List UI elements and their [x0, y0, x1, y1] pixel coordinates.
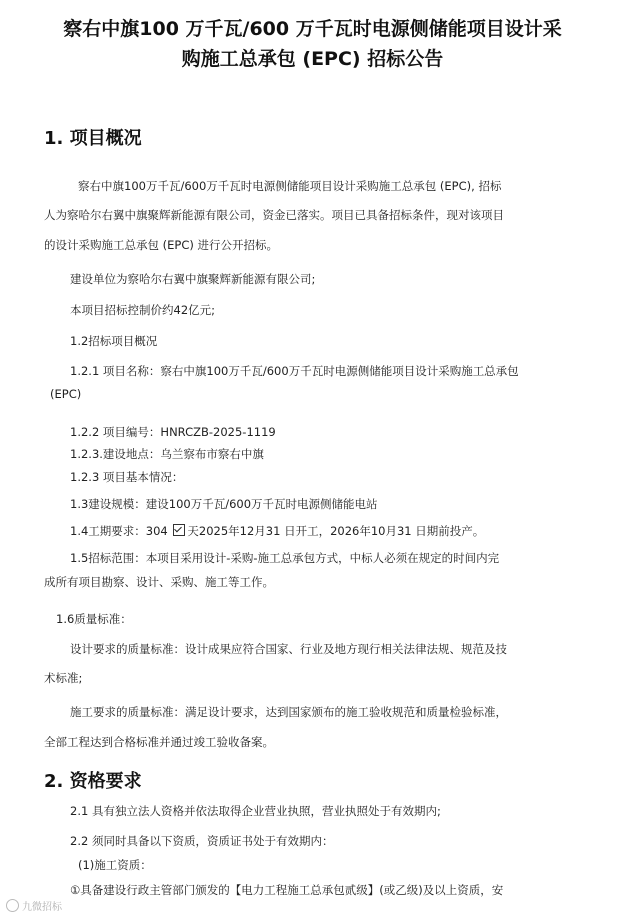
item-1-2-1-line-1: 1.2.1 项目名称：察右中旗100万千瓦/600万千瓦时电源侧储能项目设计采购施工总承包 [70, 364, 519, 378]
title-line-1: 察右中旗100 万千瓦/600 万千瓦时电源侧储能项目设计采 [63, 18, 562, 40]
item-1-2-1-line-2: (EPC) [50, 387, 82, 401]
checkbox-icon [173, 524, 185, 536]
item-1-4-before: 1.4工期要求：304 [70, 524, 172, 538]
item-1-5-line-2: 成所有项目勘察、设计、采购、施工等工作。 [44, 575, 274, 589]
price-cap: 本项目招标控制价约42亿元; [70, 303, 216, 317]
item-2-2-1-a: ①具备建设行政主管部门颁发的【电力工程施工总承包贰级】(或乙级)及以上资质，安 [70, 883, 504, 897]
item-1-2-2: 1.2.2 项目编号：HNRCZB-2025-1119 [70, 425, 276, 439]
item-1-4 [70, 523, 484, 539]
title-line-2: 购施工总承包 (EPC) 招标公告 [181, 48, 444, 70]
item-1-2-3-location: 1.2.3.建设地点：乌兰察布市察右中旗 [70, 447, 264, 461]
item-1-4-after: 天2025年12月31 日开工，2026年10月31 日期前投产。 [187, 524, 485, 538]
watermark-logo-icon [6, 899, 19, 912]
subheading-1-2: 1.2招标项目概况 [70, 334, 158, 348]
document-title [20, 14, 605, 74]
construction-quality-line-1: 施工要求的质量标准：满足设计要求，达到国家颁布的施工验收规范和质量检验标准， [70, 705, 507, 719]
item-1-6: 1.6质量标准： [56, 612, 132, 626]
item-1-2-3-basic: 1.2.3 项目基本情况： [70, 470, 184, 484]
item-2-2-1: (1)施工资质： [78, 858, 152, 872]
intro-line-3: 的设计采购施工总承包 (EPC) 进行公开招标。 [44, 238, 279, 252]
item-2-1: 2.1 具有独立法人资格并依法取得企业营业执照，营业执照处于有效期内; [70, 804, 441, 818]
section-1-heading: 1. 项目概况 [44, 128, 142, 149]
item-1-3: 1.3建设规模：建设100万千瓦/600万千瓦时电源侧储能电站 [70, 497, 378, 511]
design-quality-line-2: 术标准; [44, 671, 83, 685]
watermark [6, 898, 62, 913]
item-2-2: 2.2 须同时具备以下资质，资质证书处于有效期内： [70, 834, 334, 848]
intro-line-2: 人为察哈尔右翼中旗聚辉新能源有限公司，资金已落实。项目已具备招标条件，现对该项目 [44, 208, 504, 222]
design-quality-line-1: 设计要求的质量标准：设计成果应符合国家、行业及地方现行相关法律法规、规范及技 [70, 642, 507, 656]
construction-unit: 建设单位为察哈尔右翼中旗聚辉新能源有限公司; [70, 272, 316, 286]
section-2-heading: 2. 资格要求 [44, 771, 142, 792]
intro-line-1: 察右中旗100万千瓦/600万千瓦时电源侧储能项目设计采购施工总承包 (EPC), 招标 [78, 179, 502, 193]
item-1-5-line-1: 1.5招标范围：本项目采用设计-采购-施工总承包方式，中标人必须在规定的时间内完 [70, 551, 500, 565]
construction-quality-line-2: 全部工程达到合格标准并通过竣工验收备案。 [44, 735, 274, 749]
watermark-text: 九微招标 [22, 902, 62, 913]
